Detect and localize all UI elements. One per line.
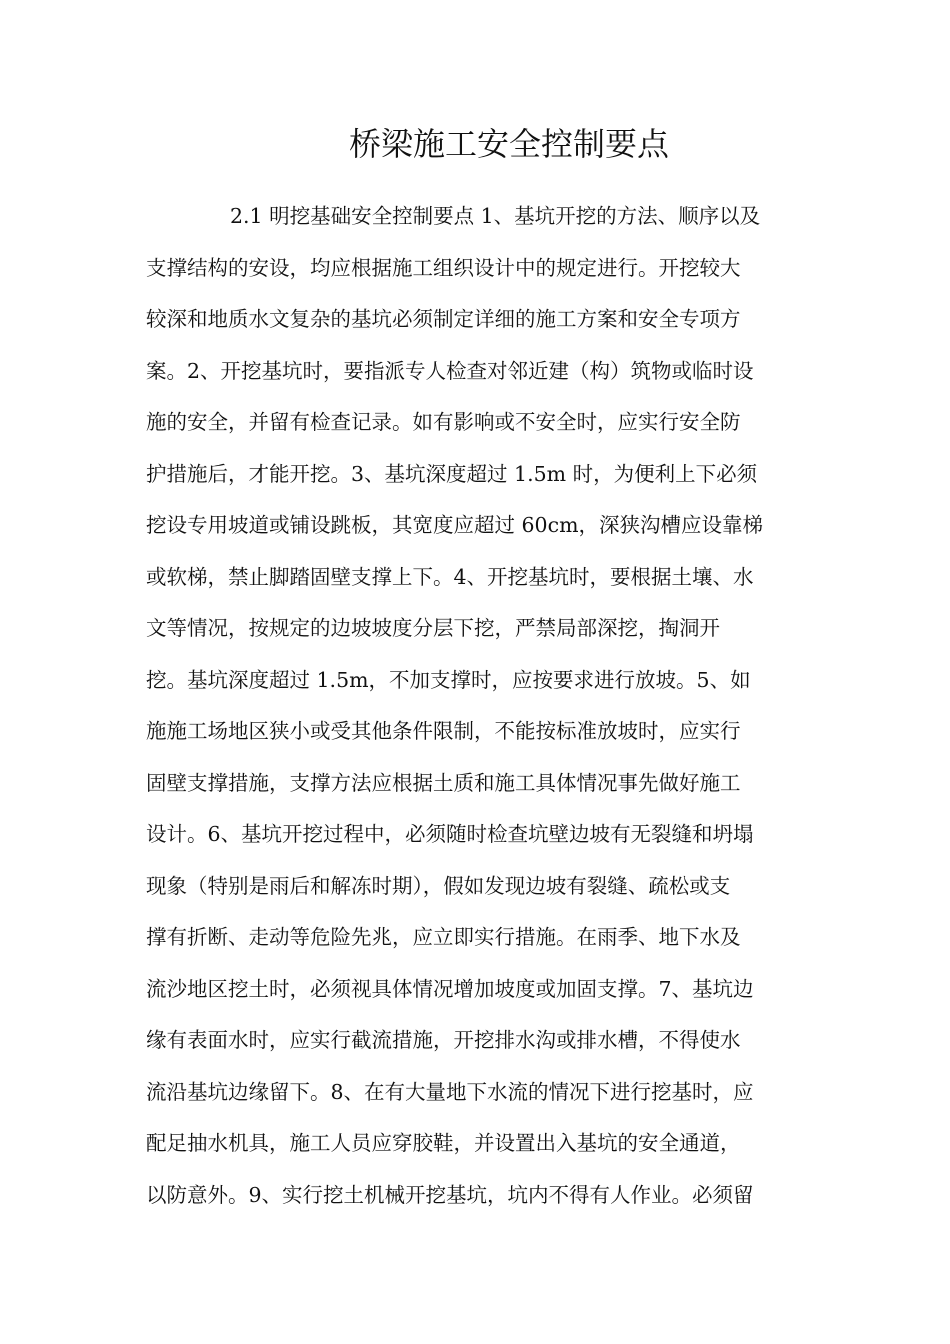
- body-line: 以防意外。9、实行挖土机械开挖基坑，坑内不得有人作业。必须留: [146, 1182, 754, 1207]
- body-line: 或软梯，禁止脚踏固壁支撑上下。4、开挖基坑时，要根据土壤、水: [146, 564, 754, 589]
- body-line: 文等情况，按规定的边坡坡度分层下挖，严禁局部深挖，掏洞开: [146, 616, 720, 640]
- body-line: 较深和地质水文复杂的基坑必须制定详细的施工方案和安全专项方: [146, 307, 741, 331]
- body-line: 2.1 明挖基础安全控制要点 1、基坑开挖的方法、顺序以及: [230, 204, 761, 228]
- document-body: [146, 191, 826, 1221]
- body-line: 护措施后，才能开挖。3、基坑深度超过 1.5m 时，为便利上下必须: [146, 461, 758, 486]
- body-line: 固壁支撑措施，支撑方法应根据土质和施工具体情况事先做好施工: [146, 770, 741, 795]
- body-line: 流沙地区挖土时，必须视具体情况增加坡度或加固支撑。7、基坑边: [146, 976, 754, 1001]
- body-line: 施的安全，并留有检查记录。如有影响或不安全时，应实行安全防: [146, 410, 741, 434]
- body-line: 挖设专用坡道或铺设跳板，其宽度应超过 60cm，深狭沟槽应设靠梯: [146, 513, 764, 537]
- body-line: 案。2、开挖基坑时，要指派专人检查对邻近建（构）筑物或临时设: [146, 358, 754, 383]
- body-line: 流沿基坑边缘留下。8、在有大量地下水流的情况下进行挖基时，应: [146, 1079, 754, 1104]
- body-line: 配足抽水机具，施工人员应穿胶鞋，并设置出入基坑的安全通道，: [146, 1131, 741, 1155]
- body-line: 设计。6、基坑开挖过程中，必须随时检查坑壁边坡有无裂缝和坍塌: [146, 822, 754, 846]
- body-line: 撑有折断、走动等危险先兆，应立即实行措施。在雨季、地下水及: [146, 925, 741, 949]
- body-line: 挖。基坑深度超过 1.5m，不加支撑时，应按要求进行放坡。5、如: [146, 667, 751, 692]
- body-line: 施施工场地区狭小或受其他条件限制，不能按标准放坡时，应实行: [146, 719, 741, 743]
- body-line: 支撑结构的安设，均应根据施工组织设计中的规定进行。开挖较大: [146, 255, 741, 280]
- body-line: 缘有表面水时，应实行截流措施，开挖排水沟或排水槽，不得使水: [146, 1028, 741, 1052]
- document-title: 桥梁施工安全控制要点: [348, 125, 669, 163]
- body-line: 现象（特别是雨后和解冻时期），假如发现边坡有裂缝、疏松或支: [146, 873, 731, 898]
